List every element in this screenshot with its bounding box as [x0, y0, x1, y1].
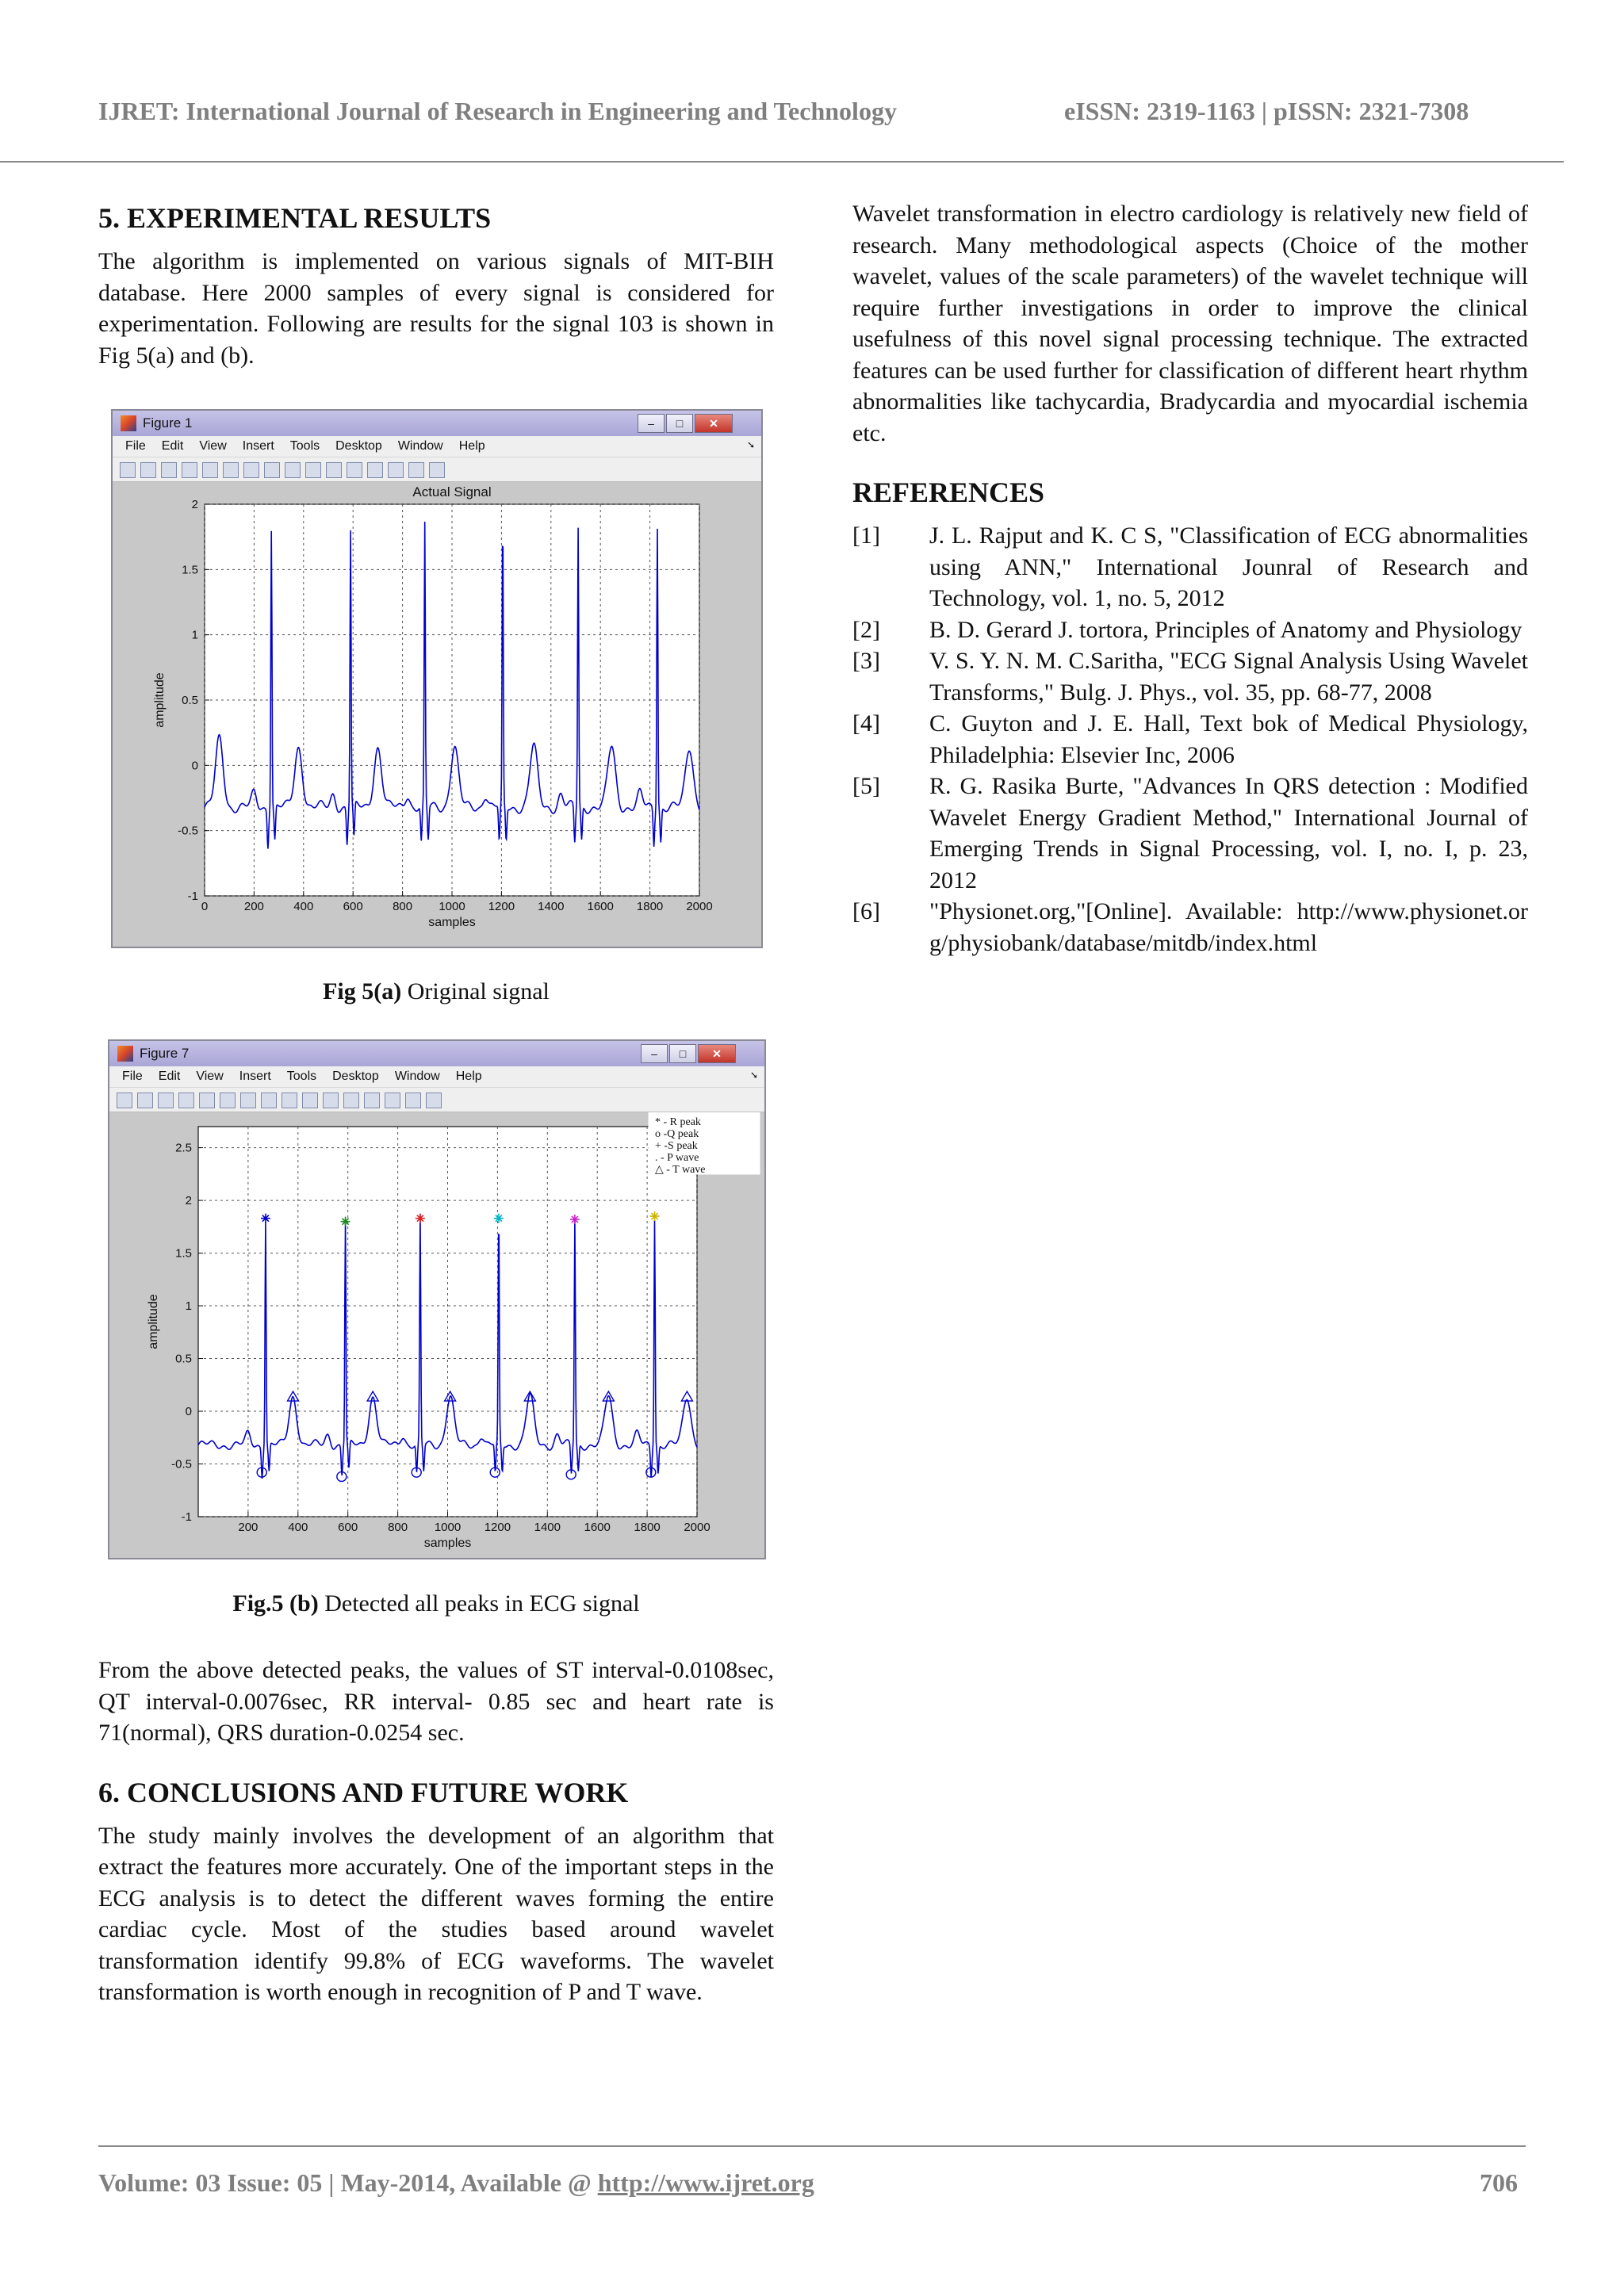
footer — [98, 2168, 814, 2198]
zoom-out-icon[interactable] — [243, 462, 259, 478]
brush-icon[interactable] — [326, 462, 342, 478]
figure-1-window[interactable] — [111, 409, 763, 948]
x-tick-label: 400 — [293, 900, 314, 913]
show-tools-icon[interactable] — [429, 462, 445, 478]
figure-5a-caption — [98, 978, 774, 1005]
x-tick-label: 200 — [243, 900, 264, 913]
figure-7-title: Figure 7 — [140, 1046, 190, 1061]
x-tick-label: 1800 — [634, 1521, 661, 1534]
reference-number: [4] — [852, 710, 880, 737]
reference-item — [852, 520, 1528, 614]
colorbar-icon[interactable] — [364, 1093, 380, 1108]
matlab-logo-icon — [117, 1046, 133, 1062]
figure-5b-caption-text: Detected all peaks in ECG signal — [318, 1590, 640, 1617]
y-tick-label: 0 — [185, 1405, 192, 1419]
rotate-icon[interactable] — [282, 1093, 297, 1108]
x-tick-label: 0 — [201, 900, 209, 913]
conclusions-paragraph: The study mainly involves the development of an algorithm that extract the features more accurately. One of the important steps in the ECG analysis is to detect the different waves forming the entire cardiac cycle. Most of the studies based around wavelet transformation identify 99.8% of ECG waveforms. The wavelet transformation is worth enough in recognition of P and T wave. — [98, 1822, 774, 2005]
legend-entry: △ - T wave — [655, 1164, 706, 1176]
references-list — [852, 520, 1528, 959]
data-cursor-icon[interactable] — [305, 462, 321, 478]
reference-text: V. S. Y. N. M. C.Saritha, "ECG Signal Analysis Using Wavelet Transforms," Bulg. J. Phys., vol. 35, pp. 68-77, 2008 — [929, 648, 1528, 706]
zoom-out-icon[interactable] — [240, 1093, 256, 1108]
menu-help[interactable]: Help — [458, 439, 485, 453]
y-tick-label: -1 — [187, 890, 198, 903]
pointer-icon[interactable] — [199, 1093, 215, 1108]
figure-5b-caption-label: Fig.5 (b) — [232, 1590, 319, 1617]
reference-number: [2] — [852, 616, 880, 643]
footer-volume: Volume: 03 Issue: 05 | May-2014, Available @ — [98, 2168, 598, 2197]
legend-entry: . - P wave — [655, 1152, 699, 1164]
reference-text: R. G. Rasika Burte, "Advances In QRS detection : Modified Wavelet Energy Gradient Method," International Journal of Emerging Trends in Signal Processing, vol. I, no. I, p. 23, 2012 — [929, 773, 1528, 894]
reference-item — [852, 896, 1528, 959]
zoom-in-icon[interactable] — [223, 462, 239, 478]
reference-text: "Physionet.org,"[Online]. Available: http://www.physionet.org/physiobank/database/mitdb/index.html — [929, 898, 1528, 956]
y-tick-label: 1.5 — [182, 563, 198, 577]
left-column-lower — [98, 1655, 774, 2008]
results-paragraph: From the above detected peaks, the values of ST interval-0.0108sec, QT interval-0.0076sec, RR interval- 0.85 sec and heart rate is 71(normal), QRS duration-0.0254 sec. — [98, 1657, 774, 1746]
figure-5a-caption-label: Fig 5(a) — [323, 978, 402, 1004]
menu-insert[interactable]: Insert — [242, 439, 274, 453]
link-icon[interactable] — [343, 1093, 359, 1108]
hide-tools-icon[interactable] — [408, 462, 424, 478]
print-icon[interactable] — [182, 462, 197, 478]
rotate-icon[interactable] — [285, 462, 301, 478]
y-tick-label: 0 — [191, 759, 198, 773]
menu-desktop[interactable]: Desktop — [335, 439, 382, 453]
y-tick-label: 1 — [191, 628, 198, 642]
y-tick-label: -0.5 — [171, 1457, 192, 1471]
section-heading-experimental: 5. EXPERIMENTAL RESULTS — [98, 202, 492, 234]
legend-entry: + -S peak — [655, 1140, 698, 1152]
figure-7-menu-bar — [109, 1066, 764, 1088]
reference-text: B. D. Gerard J. tortora, Principles of Anatomy and Physiology — [929, 616, 1522, 643]
reference-text: C. Guyton and J. E. Hall, Text bok of Medical Physiology, Philadelphia: Elsevier Inc, 2006 — [929, 710, 1528, 768]
x-tick-label: 2000 — [684, 1521, 710, 1534]
actual-signal-chart — [113, 482, 761, 947]
x-tick-label: 400 — [288, 1521, 308, 1534]
legend-entry: o -Q peak — [655, 1128, 699, 1140]
x-tick-label: 600 — [338, 1521, 358, 1534]
footer-rule — [98, 2145, 1526, 2147]
y-tick-label: -1 — [181, 1510, 192, 1524]
x-tick-label: 1400 — [538, 900, 565, 913]
figure-1-menu-bar — [113, 436, 761, 457]
journal-name: IJRET: International Journal of Research in Engineering and Technology — [98, 97, 897, 125]
header-rule — [0, 161, 1564, 163]
menu-window[interactable]: Window — [394, 1070, 440, 1083]
maximize-icon[interactable]: □ — [666, 414, 693, 433]
y-tick-label: 2 — [191, 498, 198, 511]
menu-view[interactable]: View — [199, 439, 227, 453]
menu-help[interactable]: Help — [455, 1070, 482, 1083]
figure-1-titlebar[interactable] — [113, 411, 761, 436]
x-axis-label: samples — [428, 916, 476, 929]
minimize-icon[interactable]: – — [638, 414, 665, 433]
figure-1-toolbar — [113, 457, 761, 482]
menu-file[interactable]: File — [122, 1070, 143, 1083]
y-axis-label: amplitude — [153, 672, 167, 728]
figure-5b-caption — [98, 1590, 774, 1617]
maximize-icon[interactable]: □ — [669, 1044, 696, 1063]
figure-1-title: Figure 1 — [143, 415, 193, 430]
legend-entry: * - R peak — [655, 1116, 701, 1128]
matlab-logo-icon — [121, 415, 136, 431]
reference-text: J. L. Rajput and K. C S, "Classification of ECG abnormalities using ANN," International Jounral of Research and Technology, vol. 1, no. 5, 2012 — [929, 522, 1528, 611]
open-file-icon[interactable] — [140, 462, 156, 478]
x-tick-label: 1800 — [636, 900, 664, 913]
x-tick-label: 1400 — [534, 1521, 561, 1534]
menu-tools[interactable]: Tools — [286, 1070, 317, 1083]
legend-icon[interactable] — [385, 1093, 400, 1108]
save-icon[interactable] — [158, 1093, 174, 1108]
save-icon[interactable] — [161, 462, 177, 478]
y-tick-label: 2.5 — [175, 1141, 192, 1155]
hide-tools-icon[interactable] — [405, 1093, 421, 1108]
brush-icon[interactable] — [323, 1093, 339, 1108]
data-cursor-icon[interactable] — [302, 1093, 318, 1108]
y-tick-label: 0.5 — [182, 694, 198, 707]
menu-insert[interactable]: Insert — [239, 1070, 271, 1083]
y-tick-label: 0.5 — [175, 1352, 192, 1366]
y-tick-label: -0.5 — [178, 824, 198, 838]
reference-number: [6] — [852, 898, 880, 924]
close-icon[interactable]: ✕ — [698, 1044, 736, 1063]
reference-number: [5] — [852, 773, 880, 799]
x-tick-label: 2000 — [686, 900, 713, 913]
experimental-paragraph: The algorithm is implemented on various signals of MIT-BIH database. Here 2000 samples of every signal is considered for experimentation. Following are results for the signal 103 is shown in Fig 5(a) and (b). — [98, 248, 774, 369]
left-column — [98, 198, 774, 371]
legend-icon[interactable] — [388, 462, 404, 478]
x-tick-label: 800 — [388, 1521, 408, 1534]
right-column — [852, 198, 1528, 959]
open-file-icon[interactable] — [137, 1093, 153, 1108]
reference-item — [852, 614, 1528, 646]
page-number: 706 — [1480, 2168, 1518, 2197]
reference-number: [1] — [852, 522, 880, 549]
x-tick-label: 1200 — [488, 900, 515, 913]
issn: eISSN: 2319-1163 | pISSN: 2321-7308 — [1064, 97, 1469, 125]
reference-item — [852, 771, 1528, 896]
x-tick-label: 1600 — [584, 1521, 611, 1534]
zoom-in-icon[interactable] — [220, 1093, 236, 1108]
x-tick-label: 1000 — [434, 1521, 462, 1534]
x-tick-label: 200 — [238, 1521, 259, 1534]
detected-peaks-chart — [109, 1112, 764, 1558]
print-icon[interactable] — [178, 1093, 194, 1108]
x-tick-label: 1000 — [439, 900, 465, 913]
pan-icon[interactable] — [261, 1093, 277, 1108]
y-tick-label: 2 — [185, 1194, 192, 1208]
x-tick-label: 800 — [393, 900, 413, 913]
wavelet-paragraph: Wavelet transformation in electro cardiology is relatively new field of research. Many methodological aspects (Choice of the mother wavelet, values of the scale parameters) of the wavelet technique will require further investigations in order to improve the clinical usefulness of this novel signal processing technique. The extracted features can be used further for classification of different heart rhythm abnormalities like tachycardia, Bradycardia and myocardial ischemia etc. — [852, 201, 1528, 446]
close-icon[interactable]: ✕ — [695, 414, 733, 433]
figure-7-toolbar — [109, 1088, 764, 1112]
section-heading-conclusions: 6. CONCLUSIONS AND FUTURE WORK — [98, 1776, 629, 1808]
link-icon[interactable] — [347, 462, 362, 478]
figure-7-window[interactable] — [108, 1039, 766, 1559]
running-header — [98, 97, 1526, 126]
menu-file[interactable]: File — [125, 439, 146, 453]
reference-item — [852, 645, 1528, 708]
menu-tools[interactable]: Tools — [289, 439, 320, 453]
minimize-icon[interactable]: – — [641, 1044, 668, 1063]
menu-window[interactable]: Window — [397, 439, 443, 453]
figure-5a-caption-text: Original signal — [401, 978, 550, 1004]
references-heading: REFERENCES — [852, 476, 1045, 508]
y-axis-label: amplitude — [147, 1294, 160, 1349]
menu-dock-arrow-icon[interactable]: ➘ — [746, 439, 755, 450]
x-tick-label: 1200 — [484, 1521, 511, 1534]
journal-link[interactable]: http://www.ijret.org — [597, 2168, 814, 2197]
pointer-icon[interactable] — [202, 462, 218, 478]
new-figure-icon[interactable] — [120, 462, 136, 478]
pan-icon[interactable] — [264, 462, 280, 478]
menu-edit[interactable]: Edit — [161, 439, 184, 453]
colorbar-icon[interactable] — [367, 462, 383, 478]
reference-number: [3] — [852, 648, 880, 674]
figure-7-titlebar[interactable] — [109, 1041, 764, 1066]
show-tools-icon[interactable] — [426, 1093, 442, 1108]
x-tick-label: 600 — [343, 900, 363, 913]
reference-item — [852, 708, 1528, 771]
y-tick-label: 1.5 — [175, 1246, 192, 1261]
chart-title: Actual Signal — [412, 484, 492, 499]
menu-desktop[interactable]: Desktop — [332, 1070, 379, 1083]
menu-dock-arrow-icon[interactable]: ➘ — [749, 1070, 758, 1081]
new-figure-icon[interactable] — [117, 1093, 132, 1108]
menu-view[interactable]: View — [196, 1070, 224, 1083]
x-tick-label: 1600 — [587, 900, 614, 913]
y-tick-label: 1 — [185, 1299, 192, 1314]
menu-edit[interactable]: Edit — [158, 1070, 181, 1083]
x-axis-label: samples — [423, 1536, 472, 1550]
